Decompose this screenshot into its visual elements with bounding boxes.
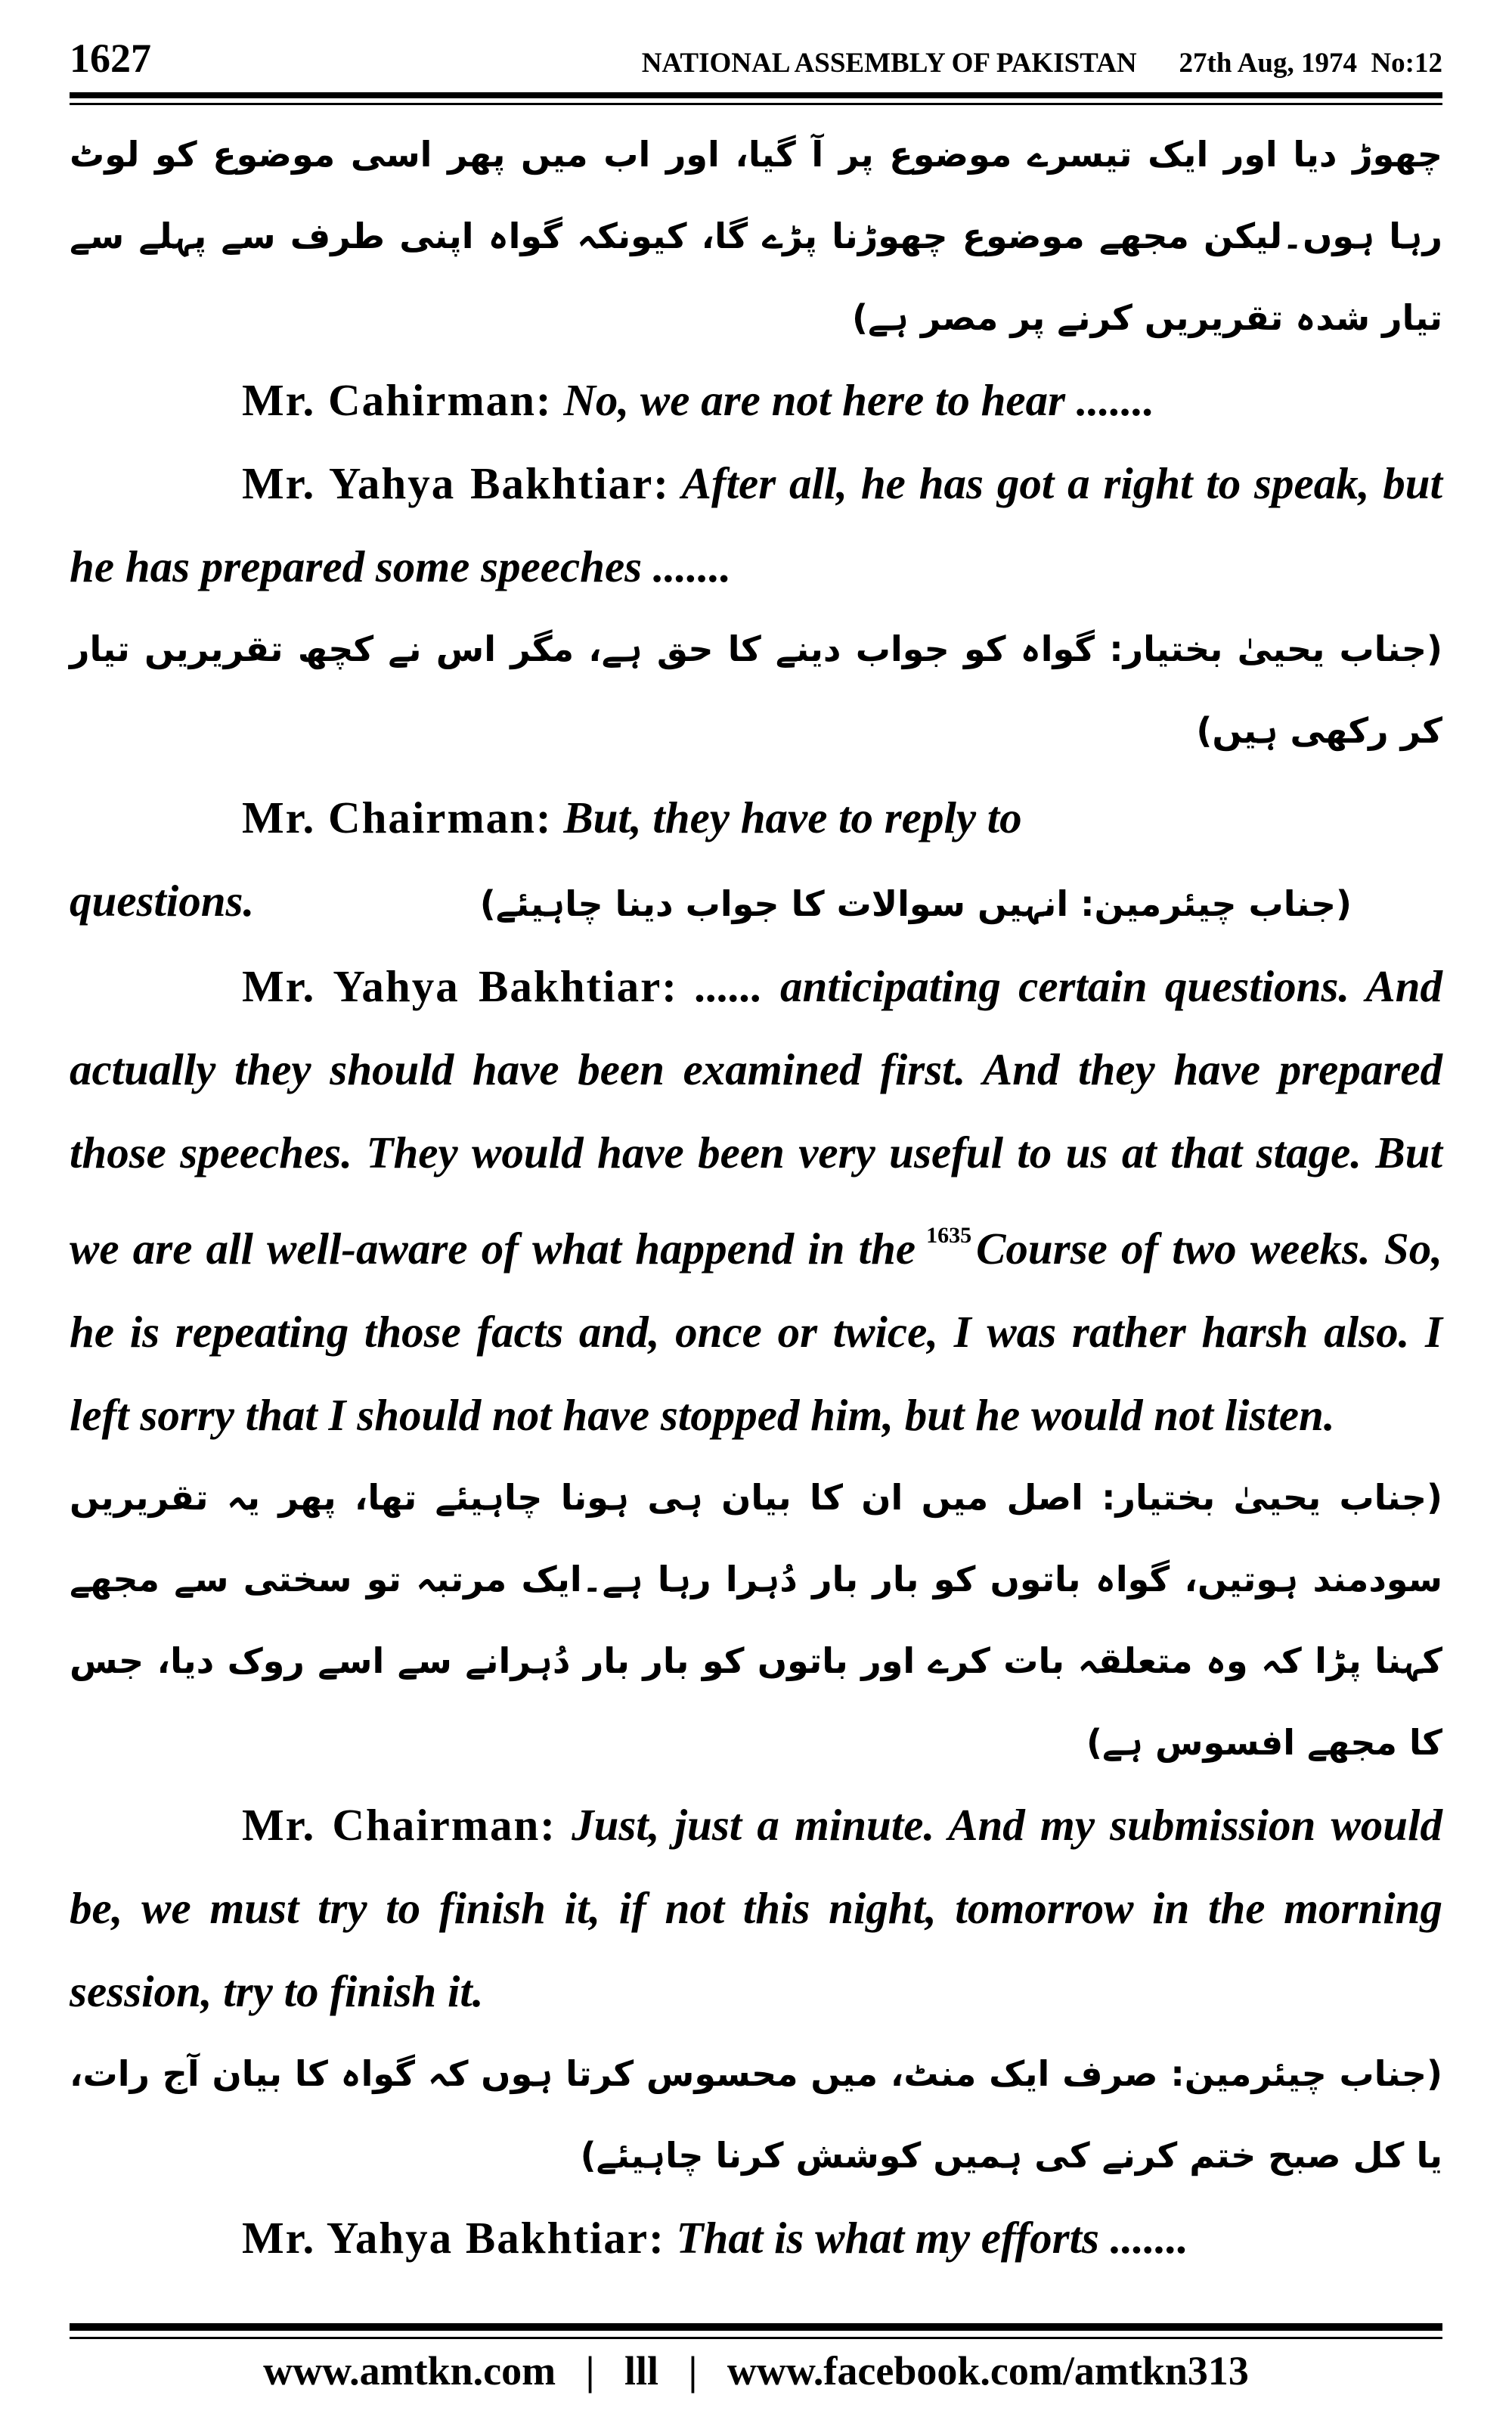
speech-text: Just, just a minute. And my submission would be, we must try to finish it, if not this night, tomorrow in the morning session, try to finish it.	[70, 1800, 1443, 2016]
speech-chairman-2	[70, 776, 1442, 859]
speech-text: ...... anticipating certain questions. And actually they should have been examined first. And they have prepared those speeches. They would have been very useful to us at that stage. But we are all well-aware of what happend in the	[70, 961, 1442, 1274]
urdu-inline-translation: (جناب چیئرمین: انہیں سوالات کا جواب دینا چاہیئے)	[479, 883, 1352, 924]
page-footer	[70, 2347, 1442, 2394]
speaker-name: Mr. Yahya Bakhtiar:	[242, 961, 678, 1011]
speech-text: But, they have to reply to	[563, 793, 1022, 842]
speaker-name: Mr. Chairman:	[242, 1800, 556, 1850]
publication-line	[642, 47, 1442, 79]
speech-text: No, we are not here to hear .......	[563, 375, 1155, 425]
speech-text-continued: questions.	[70, 876, 255, 926]
footer-separator: |	[688, 2348, 698, 2394]
mixed-line	[70, 859, 1442, 945]
speech-text: After all, he has got a right to speak, but he has prepared some speeches .......	[70, 458, 1442, 591]
urdu-paragraph-5: (جناب چیئرمین: صرف ایک منٹ، میں محسوس کرتا ہوں کہ گواہ کا بیان آج رات، یا کل صبح ختم کرنے کی ہمیں کوشش کرنا چاہیئے)	[70, 2053, 1442, 2176]
footer-rule-thick	[70, 2323, 1442, 2331]
issue-number: No:12	[1371, 48, 1442, 79]
urdu-paragraph-2: (جناب یحییٰ بختیار: گواہ کو جواب دینے کا حق ہے، مگر اس نے کچھ تقریریں تیار کر رکھی ہیں)	[70, 628, 1442, 751]
speaker-name: Mr. Yahya Bakhtiar:	[242, 458, 670, 508]
page-content	[70, 113, 1442, 2279]
footer-rule-thin	[70, 2337, 1442, 2339]
publication-title: NATIONAL ASSEMBLY OF PAKISTAN	[641, 48, 1137, 79]
speaker-name: Mr. Cahirman:	[242, 375, 553, 425]
page-number: 1627	[70, 36, 151, 81]
speech-text-continued: Course of two weeks. So, he is repeating those facts and, once or twice, I was rather harsh also. I left sorry that I should not have stopped him, but he would not listen.	[70, 1224, 1442, 1440]
speaker-name: Mr. Chairman:	[242, 793, 553, 842]
footer-separator: |	[585, 2348, 595, 2394]
footnote-marker: 1635	[926, 1223, 972, 1248]
speech-text: That is what my efforts .......	[676, 2213, 1188, 2263]
speech-bakhtiar-2	[70, 945, 1442, 1457]
page-header	[70, 27, 1442, 88]
footer-mark: lll	[624, 2348, 659, 2394]
speech-chairman-1	[70, 358, 1442, 442]
urdu-paragraph-1: چھوڑ دیا اور ایک تیسرے موضوع پر آ گیا، اور اب میں پھر اسی موضوع کو لوٹ رہا ہوں۔لیکن مجھے موضوع چھوڑنا پڑے گا، کیونکہ گواہ اپنی طرف سے پہلے سے تیار شدہ تقریریں کرنے پر مصر ہے)	[70, 134, 1442, 338]
speech-chairman-3	[70, 1783, 1442, 2033]
speech-bakhtiar-3	[70, 2196, 1442, 2279]
urdu-paragraph-4: (جناب یحییٰ بختیار: اصل میں ان کا بیان ہی ہونا چاہیئے تھا، پھر یہ تقریریں سودمند ہوتیں، گواہ باتوں کو بار بار دُہرا رہا ہے۔ایک مرتبہ تو سختی سے مجھے کہنا پڑا کہ وہ متعلقہ بات کرے اور باتوں کو بار بار دُہرانے سے اسے روک دیا، جس کا مجھے افسوس ہے)	[70, 1477, 1442, 1763]
website-link[interactable]: www.amtkn.com	[263, 2348, 556, 2394]
speaker-name: Mr. Yahya Bakhtiar:	[242, 2213, 665, 2263]
publication-date: 27th Aug, 1974	[1179, 48, 1357, 79]
speech-bakhtiar-1	[70, 442, 1442, 608]
header-rule-thin	[70, 103, 1442, 105]
facebook-link[interactable]: www.facebook.com/amtkn313	[727, 2348, 1249, 2394]
header-rule-thick	[70, 92, 1442, 98]
